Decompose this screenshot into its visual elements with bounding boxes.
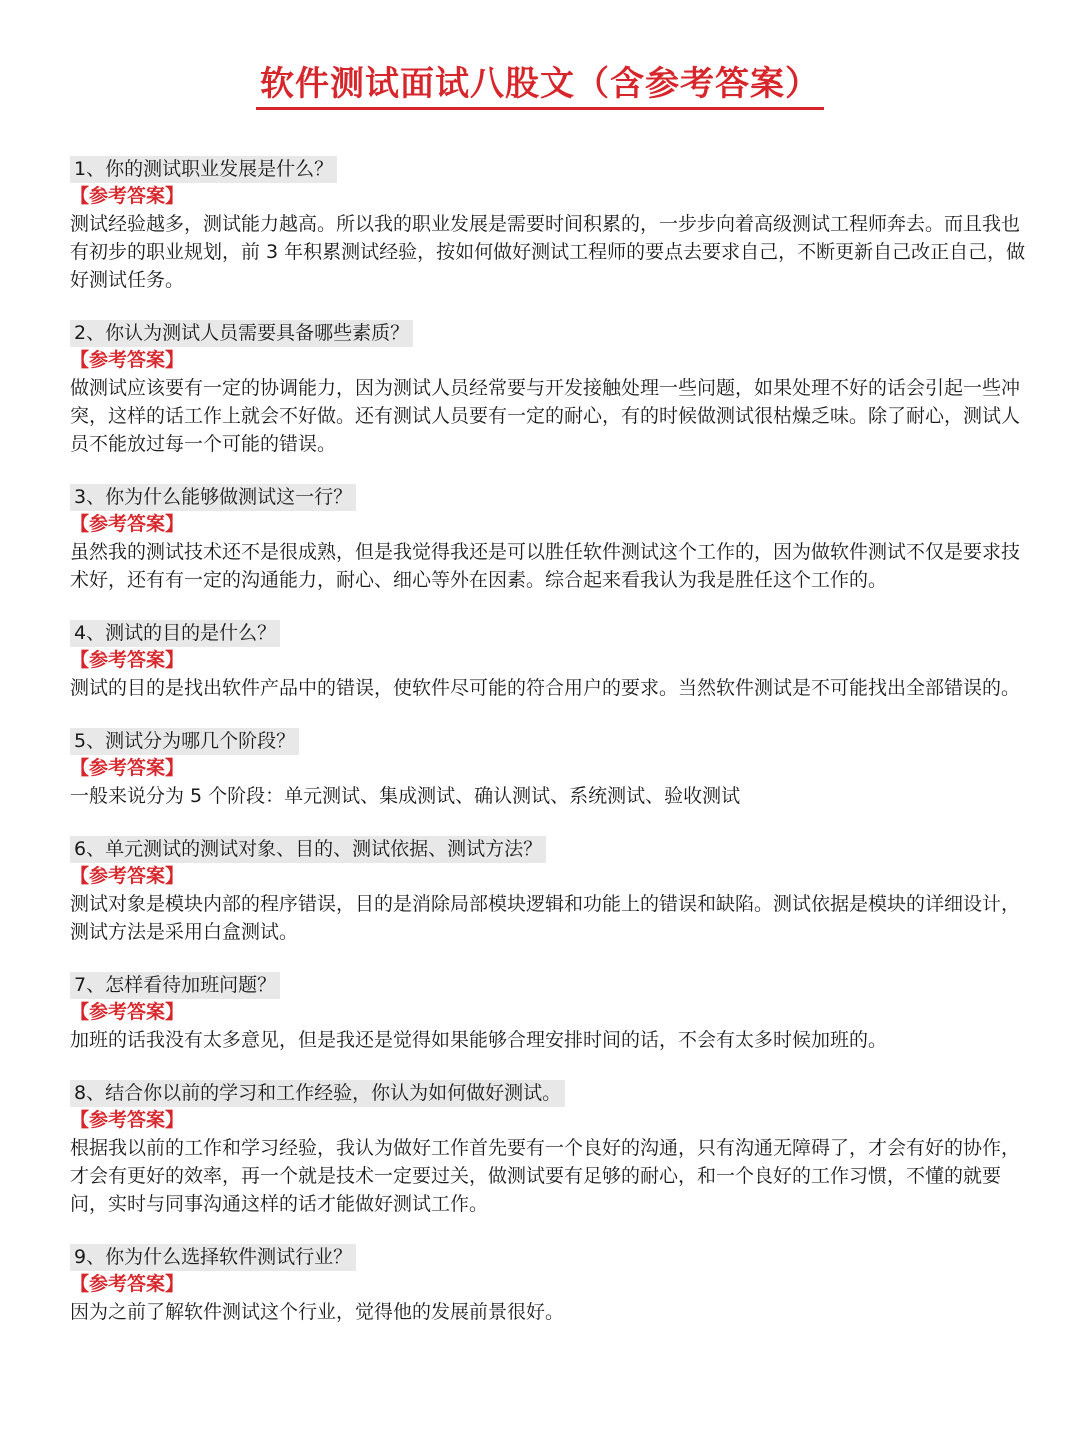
qa-item-9 [70, 1244, 1032, 1326]
qa-item-7 [70, 972, 1032, 1054]
reference-answer-label: 【参考答案】 [70, 1001, 185, 1023]
question-text: 4、测试的目的是什么？ [70, 620, 280, 647]
answer-text: 测试经验越多，测试能力越高。所以我的职业发展是需要时间积累的，一步步向着高级测试工程师奔去。而且我也有初步的职业规划，前 3 年积累测试经验，按如何做好测试工程师的要点去要求自己，不断更新自己改正自己，做好测试任务。 [70, 213, 1026, 291]
reference-answer-label: 【参考答案】 [70, 185, 185, 207]
qa-item-3 [70, 484, 1032, 594]
title-container [0, 56, 1080, 110]
answer-text: 做测试应该要有一定的协调能力，因为测试人员经常要与开发接触处理一些问题，如果处理不好的话会引起一些冲突，这样的话工作上就会不好做。还有测试人员要有一定的耐心，有的时候做测试很枯燥乏味。除了耐心，测试人员不能放过每一个可能的错误。 [70, 377, 1021, 455]
answer-text: 加班的话我没有太多意见，但是我还是觉得如果能够合理安排时间的话，不会有太多时候加班的。 [70, 1029, 888, 1051]
question-text: 1、你的测试职业发展是什么？ [70, 156, 337, 183]
question-text: 5、测试分为哪几个阶段？ [70, 728, 299, 755]
qa-item-2 [70, 320, 1032, 458]
qa-item-8 [70, 1080, 1032, 1218]
answer-text: 一般来说分为 5 个阶段：单元测试、集成测试、确认测试、系统测试、验收测试 [70, 785, 741, 807]
page-title: 软件测试面试八股文（含参考答案） [256, 56, 824, 110]
answer-text: 因为之前了解软件测试这个行业，觉得他的发展前景很好。 [70, 1301, 565, 1323]
reference-answer-label: 【参考答案】 [70, 649, 185, 671]
qa-item-5 [70, 728, 1032, 810]
qa-item-6 [70, 836, 1032, 946]
answer-text: 测试的目的是找出软件产品中的错误，使软件尽可能的符合用户的要求。当然软件测试是不可能找出全部错误的。 [70, 677, 1021, 699]
answer-text: 根据我以前的工作和学习经验，我认为做好工作首先要有一个良好的沟通，只有沟通无障碍了，才会有好的协作，才会有更好的效率，再一个就是技术一定要过关，做测试要有足够的耐心，和一个良好的工作习惯，不懂的就要问，实时与同事沟通这样的话才能做好测试工作。 [70, 1137, 1021, 1215]
question-text: 7、怎样看待加班问题？ [70, 972, 280, 999]
reference-answer-label: 【参考答案】 [70, 1273, 185, 1295]
reference-answer-label: 【参考答案】 [70, 349, 185, 371]
qa-item-1 [70, 156, 1032, 294]
answer-text: 测试对象是模块内部的程序错误，目的是消除局部模块逻辑和功能上的错误和缺陷。测试依据是模块的详细设计，测试方法是采用白盒测试。 [70, 893, 1021, 943]
qa-item-4 [70, 620, 1032, 702]
answer-text: 虽然我的测试技术还不是很成熟，但是我觉得我还是可以胜任软件测试这个工作的，因为做软件测试不仅是要求技术好，还有有一定的沟通能力，耐心、细心等外在因素。综合起来看我认为我是胜任这个工作的。 [70, 541, 1021, 591]
question-text: 8、结合你以前的学习和工作经验，你认为如何做好测试。 [70, 1080, 565, 1107]
reference-answer-label: 【参考答案】 [70, 513, 185, 535]
reference-answer-label: 【参考答案】 [70, 757, 185, 779]
question-text: 9、你为什么选择软件测试行业？ [70, 1244, 356, 1271]
reference-answer-label: 【参考答案】 [70, 865, 185, 887]
question-text: 3、你为什么能够做测试这一行？ [70, 484, 356, 511]
question-text: 6、单元测试的测试对象、目的、测试依据、测试方法？ [70, 836, 546, 863]
qa-list [70, 156, 1032, 1352]
reference-answer-label: 【参考答案】 [70, 1109, 185, 1131]
question-text: 2、你认为测试人员需要具备哪些素质？ [70, 320, 413, 347]
